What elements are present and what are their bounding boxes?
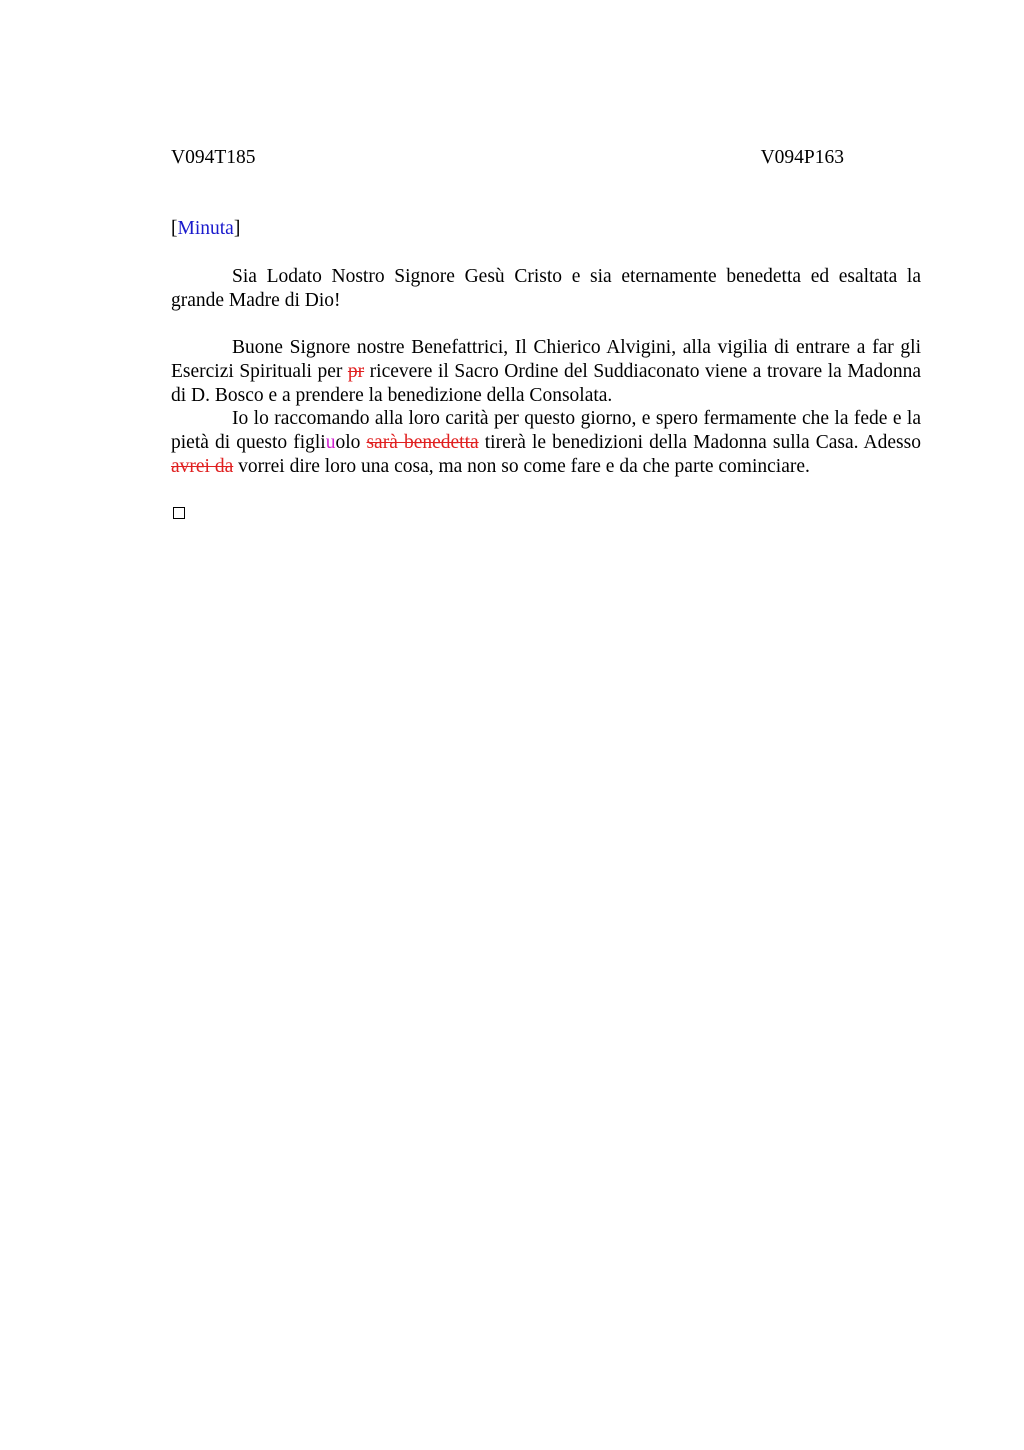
paragraph-greeting: Sia Lodato Nostro Signore Gesù Cristo e sia eternamente benedetta ed esaltata la grande Madre di Dio! <box>171 266 921 311</box>
label-close-bracket: ] <box>233 218 241 239</box>
document-code-right: V094P163 <box>760 147 844 168</box>
paragraph-text: olo <box>335 431 367 453</box>
paragraph-text: vorrei dire loro una cosa, ma non so come fare e da che parte cominciare. <box>233 455 810 477</box>
inserted-text: u <box>325 431 336 453</box>
deleted-text: avrei da <box>171 455 234 477</box>
paragraph-introduction <box>171 336 921 407</box>
document-code-left: V094T185 <box>171 147 256 168</box>
letter-body <box>171 265 921 478</box>
paragraph-recommendation <box>171 407 921 478</box>
paragraph-text: Buone Signore nostre Benefattrici, Il Chierico Alvigini, alla vigilia di entrare a far gli Esercizi Spirituali per <box>171 337 921 382</box>
label-open-bracket: [ <box>171 218 178 239</box>
deleted-text: pr <box>347 360 365 382</box>
paragraph-text: tirerà le benedizioni della Madonna sulla Casa. Adesso <box>478 431 921 453</box>
paragraph-text: Io lo raccomando alla loro carità per questo giorno, e spero fermamente che la fede e la pietà di questo figli <box>171 408 921 453</box>
document-header <box>171 146 844 172</box>
deleted-text: sarà benedetta <box>366 431 479 453</box>
end-of-text-box-icon <box>173 507 185 519</box>
label-text: Minuta <box>177 218 234 239</box>
paragraph-text: ricevere il Sacro Ordine del Suddiaconato viene a trovare la Madonna di D. Bosco e a prendere la benedizione della Consolata. <box>171 360 921 406</box>
document-type-label <box>171 217 240 241</box>
